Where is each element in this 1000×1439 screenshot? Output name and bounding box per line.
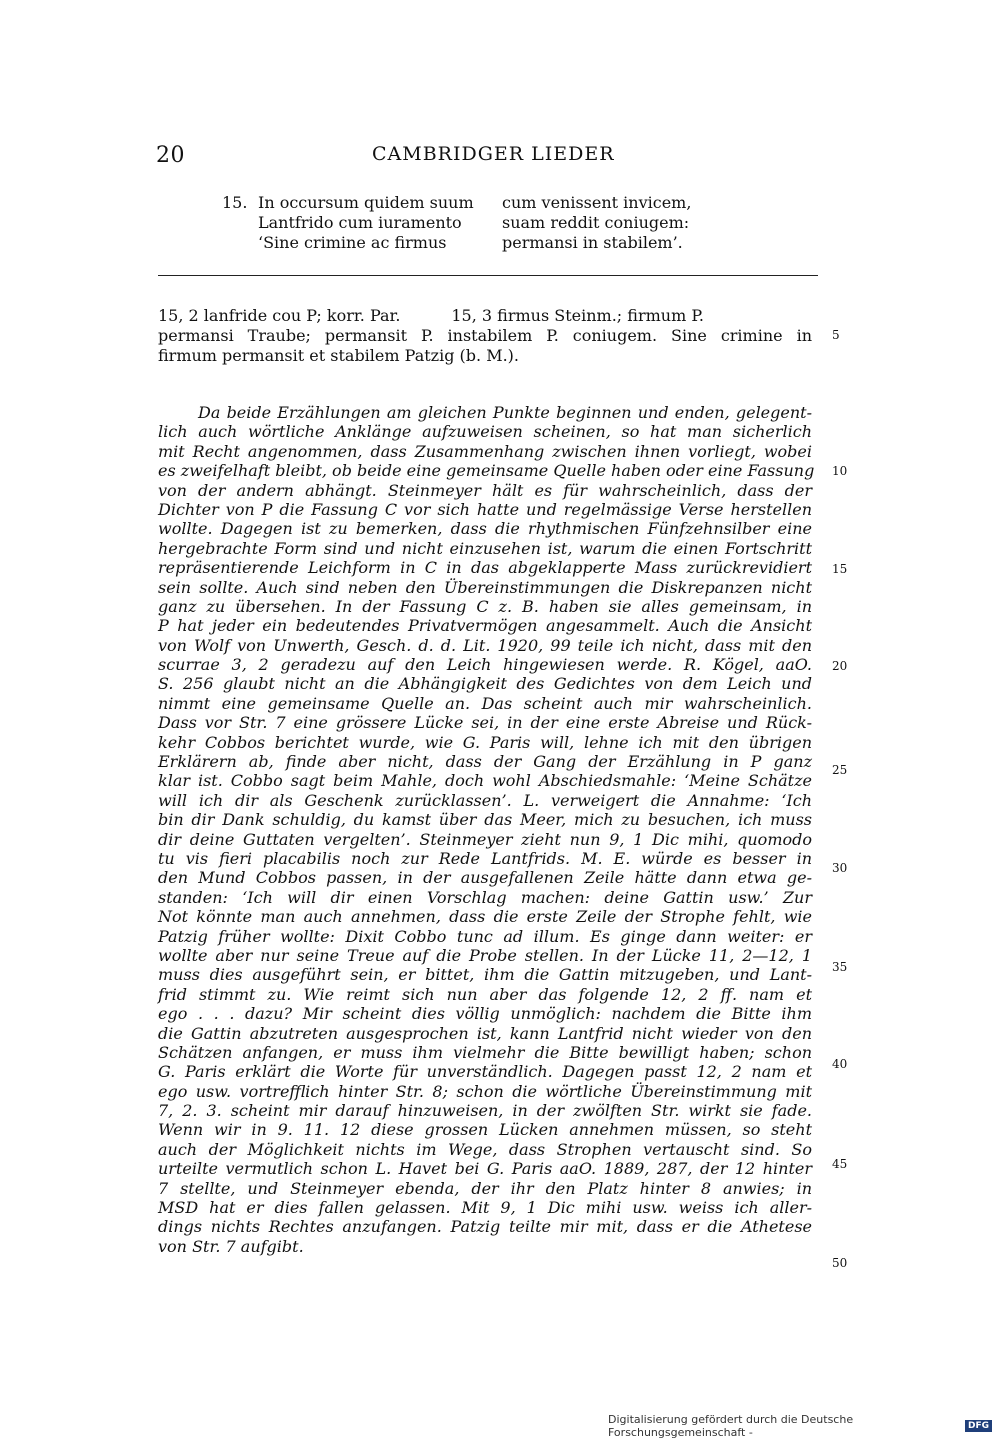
commentary-line: kehr Cobbos berichtet wurde, wie G. Paris will, lehne ich mit den übrigen [158, 732, 812, 752]
commentary-line: G. Paris erklärt die Worte für unverständlich. Dagegen passt 12, 2 nam et [158, 1062, 812, 1082]
margin-line-number: 35 [832, 960, 848, 974]
commentary-line: Schätzen anfangen, er muss ihm vielmehr die Bitte bewilligt haben; schon [158, 1042, 812, 1062]
margin-line-number: 25 [832, 763, 848, 777]
commentary-line: Da beide Erzählungen am gleichen Punkte beginnen und enden, gelegent- [198, 403, 812, 422]
commentary-line: tu vis fieri placabilis noch zur Rede Lantfrids. M. E. würde es besser in [158, 848, 812, 868]
commentary-line: bin dir Dank schuldig, du kamst über das Meer, mich zu besuchen, ich muss [158, 810, 812, 830]
commentary-line: Wenn wir in 9. 11. 12 diese grossen Lücken annehmen müssen, so steht [158, 1120, 812, 1140]
commentary-line: muss dies ausgeführt sein, er bittet, ihm die Gattin mitzugeben, und Lant- [158, 965, 812, 985]
commentary-line: ganz zu übersehen. In der Fassung C z. B. haben sie alles gemeinsam, in [158, 596, 812, 616]
digitization-footer [608, 1413, 992, 1439]
commentary-line: dings nichts Rechtes anzufangen. Patzig teilte mir mit, dass er die Athetese [158, 1217, 812, 1237]
commentary-line: lich auch wörtliche Anklänge aufzuweisen scheinen, so hat man sicherlich [158, 422, 812, 442]
commentary-body [158, 403, 815, 1256]
stanza-15 [222, 193, 691, 253]
stanza-half-line: In occursum quidem suum [258, 193, 474, 212]
apparatus-line: permansi Traube; permansit P. instabilem P. coniugem. Sine crimine in [158, 326, 812, 345]
dfg-logo: DFG [965, 1420, 992, 1432]
margin-line-number: 10 [832, 464, 848, 478]
apparatus-line: firmum permansit et stabilem Patzig (b. M.). [158, 346, 519, 365]
commentary-line: es zweifelhaft bleibt, ob beide eine gemeinsame Quelle haben oder eine Fassung [158, 461, 815, 481]
commentary-line: urteilte vermutlich schon L. Havet bei G. Paris aaO. 1889, 287, der 12 hinter [158, 1159, 812, 1179]
apparatus-line: 15, 2 lanfride cou P; korr. Par. 15, 3 firmus Steinm.; firmum P. [158, 306, 704, 325]
margin-line-number: 30 [832, 861, 848, 875]
divider-rule [158, 275, 818, 276]
margin-line-number: 20 [832, 659, 848, 673]
commentary-line: die Gattin abzutreten ausgesprochen ist, kann Lantfrid nicht wieder von den [158, 1023, 812, 1043]
margin-line-number: 15 [832, 562, 848, 576]
commentary-line: standen: ‘Ich will dir einen Vorschlag machen: deine Gattin usw.’ Zur [158, 887, 812, 907]
commentary-line: Dichter von P die Fassung C vor sich hatte und regelmässige Verse herstellen [158, 499, 812, 519]
stanza-half-line: suam reddit coniugem: [502, 213, 690, 232]
margin-line-number: 50 [832, 1256, 848, 1270]
stanza-number: 15. [222, 193, 248, 212]
commentary-line: Not könnte man auch annehmen, dass die erste Zeile der Strophe fehlt, wie [158, 907, 812, 927]
commentary-line: wollte. Dagegen ist zu bemerken, dass die rhythmischen Fünfzehnsilber eine [158, 519, 812, 539]
stanza-half-line: permansi in stabilem’. [502, 233, 683, 252]
stanza-line [222, 233, 691, 253]
commentary-line: den Mund Cobbos passen, in der ausgefallenen Zeile hätte dann etwa ge- [158, 868, 812, 888]
commentary-line: von Wolf von Unwerth, Gesch. d. d. Lit. 1920, 99 teile ich nicht, dass mit den [158, 635, 812, 655]
footer-text: Digitalisierung gefördert durch die Deutsche Forschungsgemeinschaft - [608, 1413, 854, 1439]
stanza-half-line: Lantfrido cum iuramento [258, 213, 462, 232]
margin-line-number: 5 [832, 328, 840, 342]
commentary-line: 7 stellte, und Steinmeyer ebenda, der ihr den Platz hinter 8 anwies; in [158, 1178, 812, 1198]
commentary-line: P hat jeder ein bedeutendes Privatvermögen angesammelt. Auch die Ansicht [158, 616, 812, 636]
commentary-line: Erklärern ab, finde aber nicht, dass der Gang der Erzählung in P ganz [158, 752, 812, 772]
commentary-line: von der andern abhängt. Steinmeyer hält es für wahrscheinlich, dass der [158, 480, 812, 500]
commentary-line: MSD hat er dies fallen gelassen. Mit 9, 1 Dic mihi usw. weiss ich aller- [158, 1198, 812, 1218]
running-title: CAMBRIDGER LIEDER [372, 143, 615, 165]
commentary-line: 7, 2. 3. scheint mir darauf hinzuweisen, in der zwölften Str. wirkt sie fade. [158, 1101, 812, 1121]
critical-apparatus [158, 306, 812, 366]
margin-line-number: 45 [832, 1157, 848, 1171]
commentary-line: hergebrachte Form sind und nicht einzusehen ist, warum die einen Fortschritt [158, 538, 812, 558]
commentary-line: von Str. 7 aufgibt. [158, 1236, 304, 1256]
commentary-line: wollte aber nur seine Treue auf die Probe stellen. In der Lücke 11, 2—12, 1 [158, 945, 812, 965]
commentary-line: Dass vor Str. 7 eine grössere Lücke sei, in der eine erste Abreise und Rück- [158, 713, 812, 733]
commentary-line: dir deine Guttaten vergelten’. Steinmeyer zieht nun 9, 1 Dic mihi, quomodo [158, 829, 812, 849]
commentary-line: S. 256 glaubt nicht an die Abhängigkeit des Gedichtes von dem Leich und [158, 674, 812, 694]
margin-line-number: 40 [832, 1057, 848, 1071]
stanza-line [222, 193, 691, 213]
commentary-line: repräsentierende Leichform in C in das abgeklapperte Mass zurückrevidiert [158, 558, 812, 578]
commentary-line: sein sollte. Auch sind neben den Übereinstimmungen die Diskrepanzen nicht [158, 577, 812, 597]
stanza-line [222, 213, 691, 233]
commentary-line: auch der Möglichkeit nichts im Wege, dass Strophen vertauscht sind. So [158, 1139, 812, 1159]
stanza-half-line: cum venissent invicem, [502, 193, 692, 212]
commentary-line: scurrae 3, 2 geradezu auf den Leich hingewiesen werde. R. Kögel, aaO. [158, 655, 812, 675]
commentary-line: ego . . . dazu? Mir scheint dies völlig unmöglich: nachdem die Bitte ihm [158, 1004, 812, 1024]
commentary-line: mit Recht angenommen, dass Zusammenhang zwischen ihnen vorliegt, wobei [158, 441, 812, 461]
commentary-line: klar ist. Cobbo sagt beim Mahle, doch wohl Abschiedsmahle: ‘Meine Schätze [158, 771, 812, 791]
commentary-line: ego usw. vortrefflich hinter Str. 8; schon die wörtliche Übereinstimmung mit [158, 1081, 812, 1101]
commentary-line: frid stimmt zu. Wie reimt sich nun aber das folgende 12, 2 ff. nam et [158, 984, 812, 1004]
commentary-line: will ich dir als Geschenk zurücklassen’. L. verweigert die Annahme: ‘Ich [158, 790, 812, 810]
page-number: 20 [156, 143, 185, 168]
commentary-line: Patzig früher wollte: Dixit Cobbo tunc ad illum. Es ginge dann weiter: er [158, 926, 812, 946]
stanza-half-line: ‘Sine crimine ac firmus [258, 233, 447, 252]
commentary-line: nimmt eine gemeinsame Quelle an. Das scheint auch mir wahrscheinlich. [158, 693, 812, 713]
